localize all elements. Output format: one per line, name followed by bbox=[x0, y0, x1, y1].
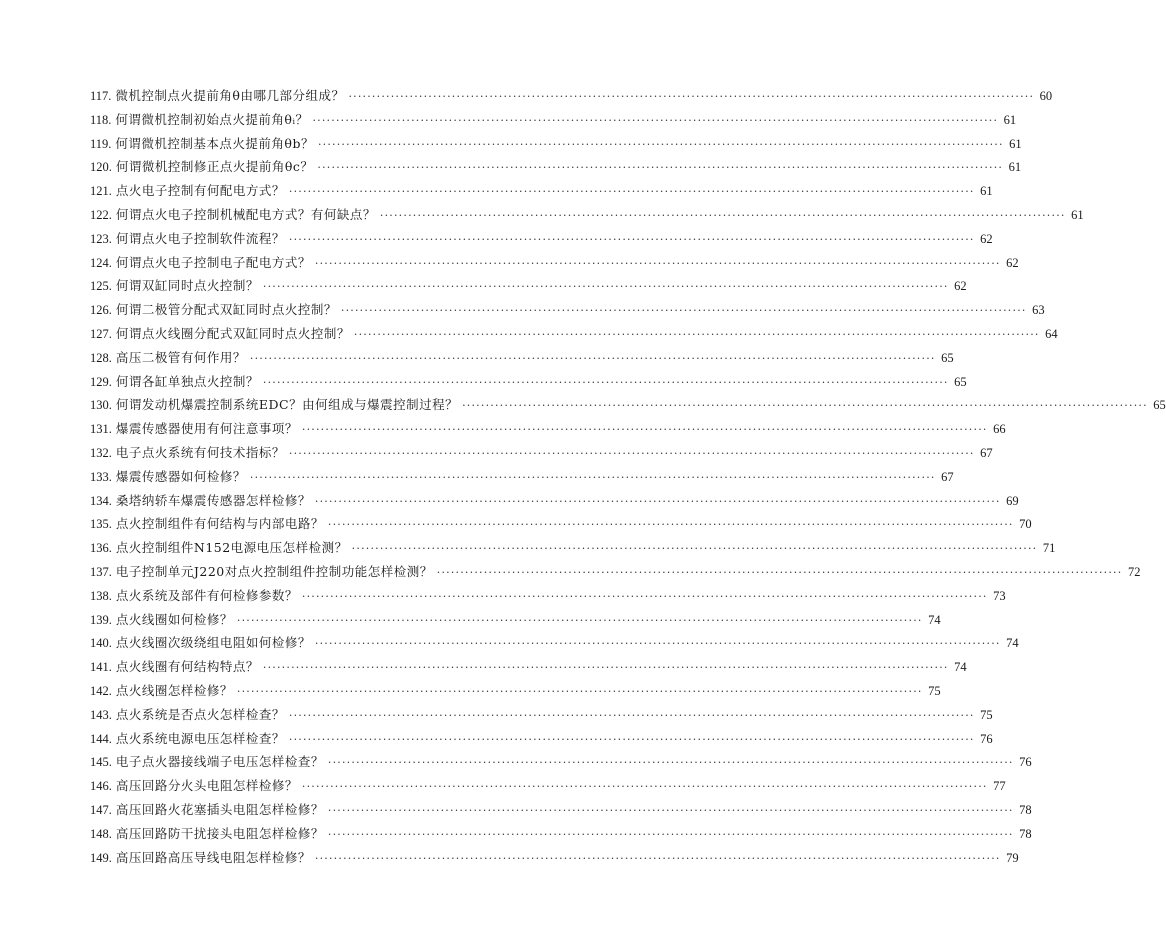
entry-page-number: 65 bbox=[954, 374, 967, 389]
entry-number: 148. bbox=[90, 826, 112, 841]
entry-title: 高压回路火花塞插头电阻怎样检修？ bbox=[115, 801, 324, 817]
entry-number: 133. bbox=[90, 469, 112, 484]
entry-page-number: 79 bbox=[1006, 850, 1019, 865]
toc-entry bbox=[90, 798, 1032, 822]
entry-title: 何谓各缸单独点火控制？ bbox=[115, 373, 259, 389]
toc-entry bbox=[90, 512, 1032, 536]
entry-page-number: 61 bbox=[1003, 112, 1017, 127]
entry-title: 点火线圈次级绕组电阻如何检修？ bbox=[115, 635, 311, 651]
entry-title: 何谓微机控制初始点火提前角θᵢ？ bbox=[115, 111, 309, 127]
entry-number: 149. bbox=[90, 850, 112, 865]
entry-title: 点火电子控制有何配电方式？ bbox=[115, 183, 285, 199]
entry-title: 爆震传感器使用有何注意事项？ bbox=[115, 421, 298, 437]
entry-title: 电子控制单元J220对点火控制组件控制功能怎样检测？ bbox=[115, 563, 433, 579]
entry-title: 点火线圈怎样检修？ bbox=[115, 682, 233, 698]
entry-title: 微机控制点火提前角θ由哪几部分组成？ bbox=[115, 88, 345, 103]
toc-entry bbox=[90, 251, 1019, 275]
dot-leader bbox=[328, 512, 1014, 536]
entry-number: 117. bbox=[90, 89, 112, 103]
entry-page-number: 60 bbox=[1039, 89, 1053, 103]
toc-entry bbox=[90, 322, 1058, 346]
toc-entry bbox=[90, 584, 1006, 608]
entry-number: 142. bbox=[90, 683, 112, 698]
entry-number: 123. bbox=[90, 231, 112, 246]
entry-number: 144. bbox=[90, 731, 112, 746]
entry-page-number: 66 bbox=[993, 422, 1006, 437]
toc-entry bbox=[90, 846, 1019, 870]
entry-title: 点火控制组件有何结构与内部电路？ bbox=[115, 516, 324, 532]
dot-leader bbox=[317, 155, 1003, 179]
dot-leader bbox=[312, 108, 998, 132]
dot-leader bbox=[380, 203, 1066, 227]
entry-page-number: 61 bbox=[1009, 136, 1022, 151]
dot-leader bbox=[341, 298, 1027, 322]
entry-title: 电子点火系统有何技术指标？ bbox=[115, 444, 285, 460]
toc-entry bbox=[90, 227, 993, 251]
dot-leader bbox=[289, 727, 975, 751]
toc-entry bbox=[90, 727, 993, 751]
entry-number: 134. bbox=[90, 493, 112, 508]
entry-number: 124. bbox=[90, 255, 112, 270]
entry-title: 爆震传感器如何检修？ bbox=[115, 468, 246, 484]
toc-entry bbox=[90, 489, 1019, 513]
entry-number: 118. bbox=[90, 112, 112, 127]
entry-number: 129. bbox=[90, 374, 112, 389]
entry-number: 130. bbox=[90, 398, 112, 413]
entry-number: 125. bbox=[90, 279, 112, 294]
entry-page-number: 67 bbox=[941, 469, 954, 484]
entry-title: 高压二极管有何作用？ bbox=[115, 349, 246, 365]
toc-entry bbox=[90, 132, 1022, 156]
entry-title: 高压回路防干扰接头电阻怎样检修？ bbox=[115, 825, 324, 841]
entry-page-number: 61 bbox=[980, 184, 993, 199]
entry-number: 132. bbox=[90, 445, 112, 460]
dot-leader bbox=[289, 441, 975, 465]
entry-title: 点火线圈有何结构特点？ bbox=[115, 659, 259, 675]
dot-leader bbox=[289, 179, 975, 203]
dot-leader bbox=[302, 417, 988, 441]
dot-leader bbox=[263, 370, 949, 394]
toc-entry bbox=[90, 655, 967, 679]
entry-number: 126. bbox=[90, 303, 112, 318]
entry-number: 143. bbox=[90, 707, 112, 722]
toc-entry bbox=[90, 346, 954, 370]
entry-page-number: 75 bbox=[928, 683, 941, 698]
entry-number: 138. bbox=[90, 588, 112, 603]
entry-page-number: 62 bbox=[980, 231, 993, 246]
entry-page-number: 78 bbox=[1019, 802, 1032, 817]
entry-page-number: 70 bbox=[1019, 517, 1032, 532]
entry-title: 何谓双缸同时点火控制？ bbox=[115, 278, 259, 294]
toc-entry bbox=[90, 536, 1056, 560]
entry-page-number: 74 bbox=[954, 660, 967, 675]
toc-entry bbox=[90, 179, 993, 203]
entry-page-number: 72 bbox=[1127, 564, 1141, 579]
toc-entry bbox=[90, 274, 967, 298]
dot-leader bbox=[250, 465, 936, 489]
dot-leader bbox=[348, 84, 1034, 108]
dot-leader bbox=[328, 798, 1014, 822]
dot-leader bbox=[315, 846, 1001, 870]
toc-entry bbox=[90, 298, 1045, 322]
entry-page-number: 76 bbox=[980, 731, 993, 746]
toc-entry bbox=[90, 84, 1053, 108]
toc-entry bbox=[90, 703, 993, 727]
entry-title: 高压回路高压导线电阻怎样检修？ bbox=[115, 849, 311, 865]
toc-entry bbox=[90, 608, 941, 632]
dot-leader bbox=[315, 251, 1001, 275]
dot-leader bbox=[250, 346, 936, 370]
toc-entry bbox=[90, 441, 993, 465]
entry-number: 122. bbox=[90, 207, 112, 222]
entry-page-number: 65 bbox=[1153, 398, 1166, 413]
entry-number: 119. bbox=[90, 136, 112, 151]
entry-page-number: 64 bbox=[1045, 326, 1058, 341]
entry-title: 何谓点火线圈分配式双缸同时点火控制？ bbox=[115, 325, 350, 341]
entry-page-number: 62 bbox=[954, 279, 967, 294]
dot-leader bbox=[328, 750, 1014, 774]
entry-page-number: 61 bbox=[1008, 160, 1022, 175]
dot-leader bbox=[237, 608, 923, 632]
entry-number: 120. bbox=[90, 160, 112, 175]
entry-number: 137. bbox=[90, 564, 112, 579]
dot-leader bbox=[302, 584, 988, 608]
dot-leader bbox=[437, 560, 1123, 584]
toc-entry bbox=[90, 560, 1141, 584]
toc-entry bbox=[90, 774, 1006, 798]
entry-page-number: 65 bbox=[941, 350, 954, 365]
entry-number: 145. bbox=[90, 755, 112, 770]
entry-number: 140. bbox=[90, 636, 112, 651]
entry-title: 电子点火器接线端子电压怎样检查？ bbox=[115, 754, 324, 770]
entry-number: 121. bbox=[90, 184, 112, 199]
entry-page-number: 73 bbox=[993, 588, 1006, 603]
entry-page-number: 67 bbox=[980, 445, 993, 460]
dot-leader bbox=[328, 822, 1014, 846]
entry-number: 141. bbox=[90, 660, 112, 675]
entry-title: 何谓点火电子控制机械配电方式？有何缺点？ bbox=[115, 206, 376, 222]
toc-entry bbox=[90, 417, 1006, 441]
toc-entry bbox=[90, 108, 1017, 132]
entry-number: 139. bbox=[90, 612, 112, 627]
dot-leader bbox=[315, 631, 1001, 655]
entry-number: 136. bbox=[90, 541, 112, 556]
entry-title: 桑塔纳轿车爆震传感器怎样检修？ bbox=[115, 492, 311, 508]
entry-title: 何谓发动机爆震控制系统EDC？由何组成与爆震控制过程？ bbox=[115, 397, 459, 413]
entry-page-number: 74 bbox=[928, 612, 941, 627]
entry-title: 点火系统是否点火怎样检查？ bbox=[115, 706, 285, 722]
entry-page-number: 69 bbox=[1006, 493, 1019, 508]
dot-leader bbox=[263, 655, 949, 679]
toc-entry bbox=[90, 203, 1084, 227]
toc-entry bbox=[90, 370, 967, 394]
dot-leader bbox=[354, 322, 1040, 346]
entry-title: 何谓点火电子控制电子配电方式？ bbox=[115, 254, 311, 270]
entry-number: 127. bbox=[90, 326, 112, 341]
entry-title: 点火系统及部件有何检修参数？ bbox=[115, 587, 298, 603]
entry-title: 点火控制组件N152电源电压怎样检测？ bbox=[115, 540, 348, 556]
dot-leader bbox=[318, 132, 1004, 156]
entry-title: 高压回路分火头电阻怎样检修？ bbox=[115, 778, 298, 794]
entry-page-number: 71 bbox=[1042, 541, 1056, 556]
entry-title: 点火系统电源电压怎样检查？ bbox=[115, 730, 285, 746]
toc-entry bbox=[90, 465, 954, 489]
toc-entry bbox=[90, 393, 1166, 417]
toc-entry bbox=[90, 750, 1032, 774]
entry-number: 146. bbox=[90, 779, 112, 794]
entry-title: 何谓二极管分配式双缸同时点火控制？ bbox=[115, 302, 337, 318]
toc-entry bbox=[90, 679, 941, 703]
entry-page-number: 61 bbox=[1071, 207, 1084, 222]
entry-page-number: 76 bbox=[1019, 755, 1032, 770]
entry-page-number: 74 bbox=[1006, 636, 1019, 651]
table-of-contents bbox=[90, 84, 1166, 869]
entry-page-number: 62 bbox=[1006, 255, 1019, 270]
dot-leader bbox=[263, 274, 949, 298]
entry-number: 128. bbox=[90, 350, 112, 365]
toc-entry bbox=[90, 631, 1019, 655]
toc-entry bbox=[90, 822, 1032, 846]
entry-number: 131. bbox=[90, 422, 112, 437]
entry-page-number: 77 bbox=[993, 779, 1006, 794]
dot-leader bbox=[237, 679, 923, 703]
dot-leader bbox=[462, 393, 1148, 417]
entry-page-number: 78 bbox=[1019, 826, 1032, 841]
dot-leader bbox=[289, 227, 975, 251]
entry-number: 147. bbox=[90, 802, 112, 817]
toc-entry bbox=[90, 155, 1022, 179]
dot-leader bbox=[302, 774, 988, 798]
entry-title: 点火线圈如何检修？ bbox=[115, 611, 233, 627]
entry-page-number: 75 bbox=[980, 707, 993, 722]
entry-title: 何谓点火电子控制软件流程？ bbox=[115, 230, 285, 246]
dot-leader bbox=[289, 703, 975, 727]
entry-page-number: 63 bbox=[1032, 303, 1045, 318]
entry-title: 何谓微机控制修正点火提前角θc？ bbox=[115, 159, 314, 175]
entry-number: 135. bbox=[90, 517, 112, 532]
dot-leader bbox=[352, 536, 1038, 560]
dot-leader bbox=[315, 489, 1001, 513]
entry-title: 何谓微机控制基本点火提前角θb？ bbox=[115, 135, 314, 151]
